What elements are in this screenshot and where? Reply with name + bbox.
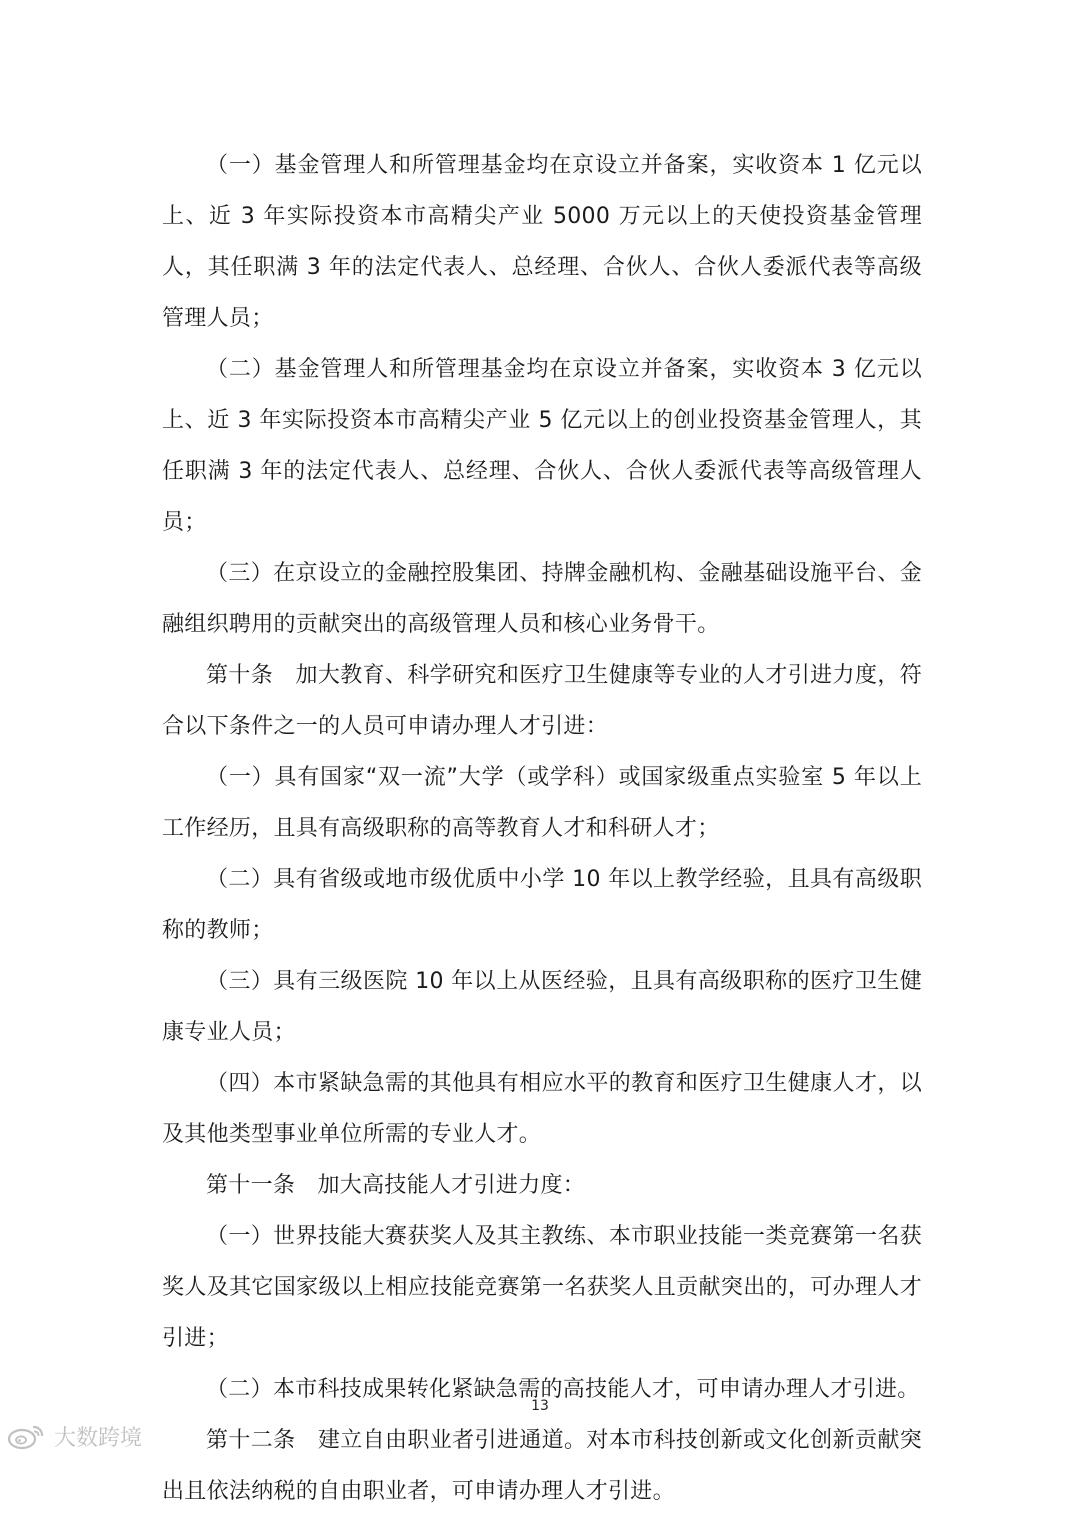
paragraph-school-teachers: （二）具有省级或地市级优质中小学 10 年以上教学经验，且具有高级职称的教师； — [162, 867, 922, 943]
paragraph-other-professionals: （四）本市紧缺急需的其他具有相应水平的教育和医疗卫生健康人才，以及其他类型事业单位所需的专业人才。 — [162, 1071, 922, 1147]
paragraph-angel-fund-managers: （一）基金管理人和所管理基金均在京设立并备案，实收资本 1 亿元以上、近 3 年实际投资本市高精尖产业 5000 万元以上的天使投资基金管理人，其任职满 3 年的法定代表人、总经理、合伙人、合伙人委派代表等高级管理人员； — [162, 153, 922, 331]
page-number: 13 — [531, 1398, 549, 1414]
paragraph-skills-competition-winners: （一）世界技能大赛获奖人及其主教练、本市职业技能一类竞赛第一名获奖人及其它国家级以上相应技能竞赛第一名获奖人且贡献突出的，可办理人才引进； — [162, 1224, 922, 1351]
article-12-freelancers: 第十二条 建立自由职业者引进通道。对本市科技创新或文化创新贡献突出且依法纳税的自由职业者，可申请办理人才引进。 — [162, 1428, 922, 1504]
paragraph-high-skill-talent: （二）本市科技成果转化紧缺急需的高技能人才，可申请办理人才引进。 — [206, 1377, 920, 1402]
paragraph-venture-fund-managers: （二）基金管理人和所管理基金均在京设立并备案，实收资本 3 亿元以上、近 3 年实际投资本市高精尖产业 5 亿元以上的创业投资基金管理人，其任职满 3 年的法定代表人、总经理、合伙人、合伙人委派代表等高级管理人员； — [162, 357, 922, 535]
article-11-heading: 第十一条 加大高技能人才引进力度： — [206, 1173, 586, 1198]
document-body — [162, 140, 922, 1517]
watermark — [6, 1420, 142, 1452]
article-10-heading: 第十条 加大教育、科学研究和医疗卫生健康等专业的人才引进力度，符合以下条件之一的人员可申请办理人才引进： — [162, 663, 922, 739]
paragraph-university-researchers: （一）具有国家“双一流”大学（或学科）或国家级重点实验室 5 年以上工作经历，且具有高级职称的高等教育人才和科研人才； — [162, 765, 922, 841]
paragraph-financial-institutions: （三）在京设立的金融控股集团、持牌金融机构、金融基础设施平台、金融组织聘用的贡献突出的高级管理人员和核心业务骨干。 — [162, 561, 922, 637]
watermark-text: 大数跨境 — [54, 1425, 143, 1451]
paragraph-medical-staff: （三）具有三级医院 10 年以上从医经验，且具有高级职称的医疗卫生健康专业人员； — [162, 969, 922, 1045]
weibo-logo-icon — [6, 1421, 48, 1451]
